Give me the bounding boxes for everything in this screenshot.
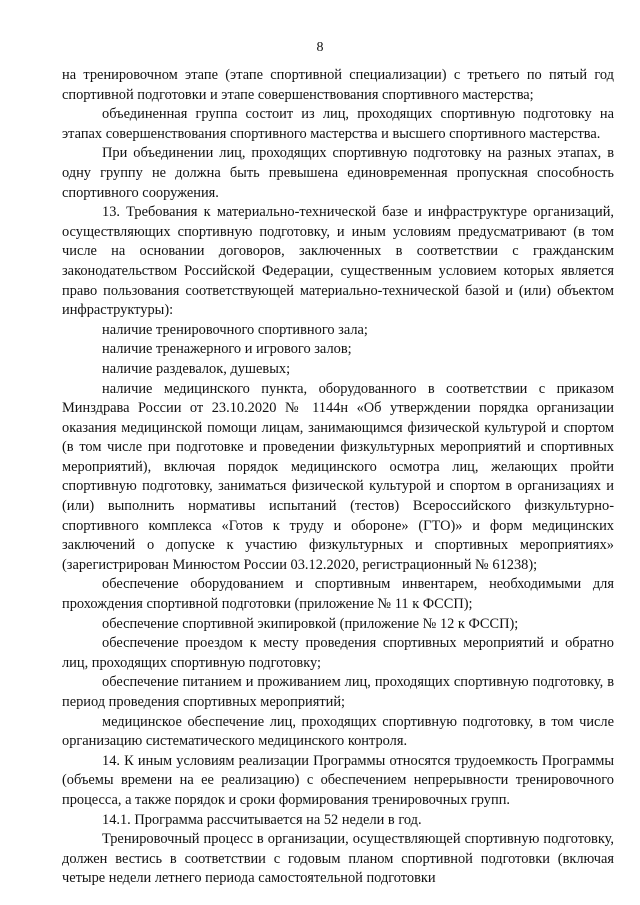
paragraph: наличие тренировочного спортивного зала; — [102, 321, 368, 338]
page-number: 8 — [316, 40, 324, 55]
paragraph: наличие тренажерного и игрового залов; — [102, 341, 352, 358]
paragraph: Тренировочный процесс в организации, осуществляющей спортивную подготовку, должен вестись в соответствии с годовым планом спортивной подготовки (включая четыре недели летнего периода самостоятельной подготовки — [62, 831, 614, 887]
paragraph: обеспечение проездом к месту проведения спортивных мероприятий и обратно лиц, проходящих спортивную подготовку; — [62, 635, 614, 671]
paragraph: 14.1. Программа рассчитывается на 52 недели в год. — [102, 811, 422, 828]
paragraph: на тренировочном этапе (этапе спортивной специализации) с третьего по пятый год спортивной подготовки и этапе совершенствования спортивного мастерства; — [62, 67, 614, 103]
paragraph: При объединении лиц, проходящих спортивную подготовку на разных этапах, в одну группу не должна быть превышена единовременная пропускная способность спортивного сооружения. — [62, 145, 614, 201]
paragraph: обеспечение питанием и проживанием лиц, проходящих спортивную подготовку, в период проведения спортивных мероприятий; — [62, 674, 614, 710]
document-body — [62, 66, 614, 889]
paragraph: наличие медицинского пункта, оборудованного в соответствии с приказом Минздрава России от 23.10.2020 № 1144н «Об утверждении порядка организации оказания медицинской помощи лицам, занимающимся физической культурой и спортом (в том числе при подготовке и проведении физкультурных мероприятий и спортивных мероприятий), включая порядок медицинского осмотра лиц, желающих пройти спортивную подготовку, заниматься физической культурой и спортом в организациях и (или) выполнить нормативы испытаний (тестов) Всероссийского физкультурно-спортивного комплекса «Готов к труду и обороне» (ГТО)» и форм медицинских заключений о допуске к участию физкультурных и спортивных мероприятиях» (зарегистрирован Минюстом России 03.12.2020, регистрационный № 61238); — [62, 380, 614, 573]
paragraph: 13. Требования к материально-технической базе и инфраструктуре организаций, осуществляющих спортивную подготовку, и иным условиям предусматривают (в том числе на основании договоров, заключенных в соответствии с гражданским законодательством Российской Федерации, существенным условием которых является право пользования соответствующей материально-технической базой и (или) объектом инфраструктуры): — [62, 204, 614, 319]
paragraph: обеспечение оборудованием и спортивным инвентарем, необходимыми для прохождения спортивной подготовки (приложение № 11 к ФССП); — [62, 576, 614, 613]
paragraph: объединенная группа состоит из лиц, проходящих спортивную подготовку на этапах совершенствования спортивного мастерства и высшего спортивного мастерства. — [62, 106, 614, 142]
paragraph: медицинское обеспечение лиц, проходящих спортивную подготовку, в том числе организацию систематического медицинского контроля. — [62, 713, 614, 750]
paragraph: 14. К иным условиям реализации Программы относятся трудоемкость Программы (объемы времени на ее реализацию) с обеспечением непрерывности тренировочного процесса, а также порядок и сроки формирования тренировочных групп. — [62, 752, 614, 808]
paragraph: обеспечение спортивной экипировкой (приложение № 12 к ФССП); — [102, 615, 519, 632]
paragraph: наличие раздевалок, душевых; — [102, 360, 291, 377]
